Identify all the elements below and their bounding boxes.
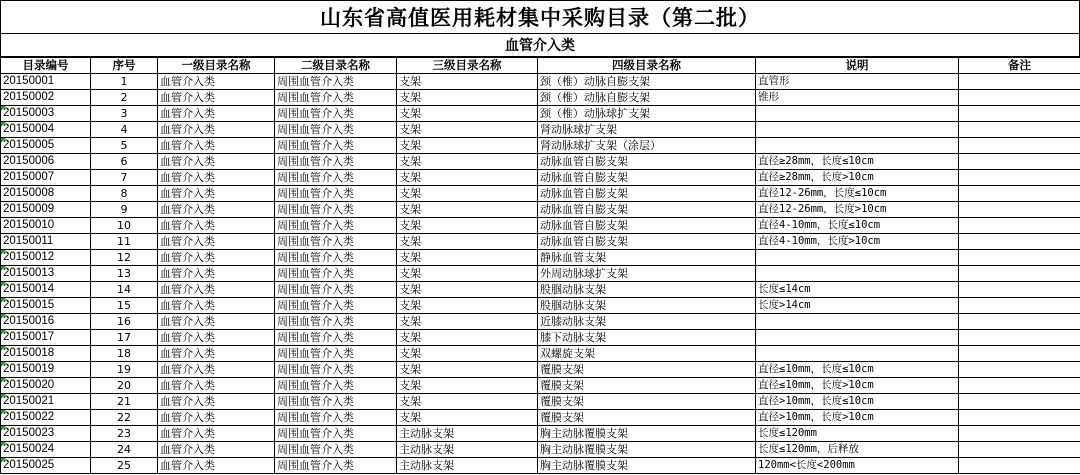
cell-seq[interactable]: 24 (91, 442, 158, 458)
cell-code[interactable]: 20150022 (1, 410, 91, 426)
cell-level4[interactable]: 股腘动脉支架 (538, 298, 756, 314)
cell-level2[interactable]: 周围血管介入类 (275, 202, 397, 218)
cell-level2[interactable]: 周围血管介入类 (275, 442, 397, 458)
cell-level4[interactable]: 胸主动脉覆膜支架 (538, 458, 756, 474)
cell-level4[interactable]: 动脉血管自膨支架 (538, 186, 756, 202)
cell-code[interactable]: 20150025 (1, 458, 91, 474)
cell-level2[interactable]: 周围血管介入类 (275, 346, 397, 362)
cell-level4[interactable]: 双螺旋支架 (538, 346, 756, 362)
table-row (1, 298, 1080, 314)
cell-level4[interactable]: 股腘动脉支架 (538, 282, 756, 298)
cell-code[interactable]: 20150024 (1, 442, 91, 458)
header-note[interactable]: 说明 (756, 58, 959, 74)
cell-level1[interactable]: 血管介入类 (158, 218, 275, 234)
cell-seq[interactable]: 11 (91, 234, 158, 250)
cell-note[interactable]: 直径4-10mm，长度≤10cm (756, 218, 959, 234)
cell-remark[interactable] (959, 378, 1080, 394)
cell-level2[interactable]: 周围血管介入类 (275, 234, 397, 250)
cell-note[interactable]: 直径≤10mm，长度≤10cm (756, 362, 959, 378)
cell-note[interactable]: 直径12-26mm，长度≤10cm (756, 186, 959, 202)
cell-level1[interactable]: 血管介入类 (158, 298, 275, 314)
cell-level3[interactable]: 支架 (397, 378, 538, 394)
cell-level4[interactable]: 动脉血管自膨支架 (538, 234, 756, 250)
sheet-title[interactable]: 山东省高值医用耗材集中采购目录（第二批） (0, 0, 1080, 34)
cell-code[interactable]: 20150006 (1, 154, 91, 170)
cell-code[interactable]: 20150014 (1, 282, 91, 298)
cell-level2[interactable]: 周围血管介入类 (275, 74, 397, 90)
cell-level1[interactable]: 血管介入类 (158, 442, 275, 458)
cell-level1[interactable]: 血管介入类 (158, 106, 275, 122)
cell-level1[interactable]: 血管介入类 (158, 154, 275, 170)
cell-level1[interactable]: 血管介入类 (158, 170, 275, 186)
cell-level3[interactable]: 支架 (397, 282, 538, 298)
cell-seq[interactable]: 1 (91, 74, 158, 90)
cell-seq[interactable]: 18 (91, 346, 158, 362)
cell-level3[interactable]: 支架 (397, 170, 538, 186)
cell-level3[interactable]: 支架 (397, 234, 538, 250)
cell-level2[interactable]: 周围血管介入类 (275, 394, 397, 410)
table-row (1, 202, 1080, 218)
cell-level3[interactable]: 支架 (397, 314, 538, 330)
cell-level3[interactable]: 支架 (397, 218, 538, 234)
cell-remark[interactable] (959, 282, 1080, 298)
cell-level3[interactable]: 支架 (397, 410, 538, 426)
cell-level1[interactable]: 血管介入类 (158, 362, 275, 378)
cell-code[interactable]: 20150012 (1, 250, 91, 266)
table-row (1, 106, 1080, 122)
cell-level4[interactable]: 覆膜支架 (538, 394, 756, 410)
cell-remark[interactable] (959, 346, 1080, 362)
header-level2[interactable]: 二级目录名称 (275, 58, 397, 74)
cell-note[interactable]: 长度>14cm (756, 298, 959, 314)
cell-level3[interactable]: 支架 (397, 394, 538, 410)
table-row (1, 138, 1080, 154)
table-body (1, 74, 1080, 474)
cell-note[interactable]: 直径≥28mm，长度>10cm (756, 170, 959, 186)
cell-level1[interactable]: 血管介入类 (158, 138, 275, 154)
cell-remark[interactable] (959, 186, 1080, 202)
cell-seq[interactable]: 10 (91, 218, 158, 234)
cell-seq[interactable]: 14 (91, 282, 158, 298)
cell-seq[interactable]: 19 (91, 362, 158, 378)
cell-level4[interactable]: 胸主动脉覆膜支架 (538, 442, 756, 458)
cell-note[interactable]: 直径≥28mm，长度≤10cm (756, 154, 959, 170)
cell-note[interactable] (756, 346, 959, 362)
cell-remark[interactable] (959, 138, 1080, 154)
cell-level1[interactable]: 血管介入类 (158, 426, 275, 442)
cell-level1[interactable]: 血管介入类 (158, 186, 275, 202)
cell-note[interactable]: 长度≤14cm (756, 282, 959, 298)
cell-seq[interactable]: 2 (91, 90, 158, 106)
cell-seq[interactable]: 4 (91, 122, 158, 138)
section-title[interactable]: 血管介入类 (0, 34, 1080, 57)
cell-seq[interactable]: 23 (91, 426, 158, 442)
cell-level2[interactable]: 周围血管介入类 (275, 186, 397, 202)
cell-level4[interactable]: 覆膜支架 (538, 362, 756, 378)
cell-note[interactable]: 直径>10mm，长度≤10cm (756, 394, 959, 410)
table-row (1, 170, 1080, 186)
table-row (1, 74, 1080, 90)
cell-level2[interactable]: 周围血管介入类 (275, 170, 397, 186)
cell-code[interactable]: 20150004 (1, 122, 91, 138)
cell-level2[interactable]: 周围血管介入类 (275, 218, 397, 234)
table-row (1, 122, 1080, 138)
cell-note[interactable]: 长度≤120mm (756, 426, 959, 442)
table-row (1, 250, 1080, 266)
cell-level3[interactable]: 支架 (397, 250, 538, 266)
table-row (1, 394, 1080, 410)
cell-level3[interactable]: 支架 (397, 202, 538, 218)
cell-level4[interactable]: 动脉血管自膨支架 (538, 154, 756, 170)
cell-level2[interactable]: 周围血管介入类 (275, 426, 397, 442)
cell-level1[interactable]: 血管介入类 (158, 90, 275, 106)
cell-level1[interactable]: 血管介入类 (158, 202, 275, 218)
cell-level2[interactable]: 周围血管介入类 (275, 106, 397, 122)
cell-code[interactable]: 20150016 (1, 314, 91, 330)
cell-remark[interactable] (959, 410, 1080, 426)
table-row (1, 154, 1080, 170)
cell-level2[interactable]: 周围血管介入类 (275, 298, 397, 314)
cell-note[interactable]: 直管形 (756, 74, 959, 90)
cell-remark[interactable] (959, 74, 1080, 90)
cell-seq[interactable]: 7 (91, 170, 158, 186)
cell-level1[interactable]: 血管介入类 (158, 266, 275, 282)
cell-level2[interactable]: 周围血管介入类 (275, 458, 397, 474)
cell-level4[interactable]: 肾动脉球扩支架 (538, 122, 756, 138)
cell-level4[interactable]: 动脉血管自膨支架 (538, 218, 756, 234)
cell-note[interactable] (756, 330, 959, 346)
cell-level3[interactable]: 支架 (397, 330, 538, 346)
cell-remark[interactable] (959, 394, 1080, 410)
cell-remark[interactable] (959, 442, 1080, 458)
cell-remark[interactable] (959, 458, 1080, 474)
cell-seq[interactable]: 3 (91, 106, 158, 122)
cell-remark[interactable] (959, 106, 1080, 122)
cell-level4[interactable]: 覆膜支架 (538, 410, 756, 426)
cell-code[interactable]: 20150020 (1, 378, 91, 394)
header-code[interactable]: 目录编号 (1, 58, 91, 74)
cell-level3[interactable]: 支架 (397, 186, 538, 202)
table-row (1, 266, 1080, 282)
cell-remark[interactable] (959, 314, 1080, 330)
cell-level3[interactable]: 支架 (397, 298, 538, 314)
cell-remark[interactable] (959, 298, 1080, 314)
table-row (1, 346, 1080, 362)
cell-level1[interactable]: 血管介入类 (158, 74, 275, 90)
cell-level1[interactable]: 血管介入类 (158, 122, 275, 138)
cell-level3[interactable]: 支架 (397, 122, 538, 138)
header-row (1, 58, 1080, 74)
cell-code[interactable]: 20150005 (1, 138, 91, 154)
cell-note[interactable]: 锥形 (756, 90, 959, 106)
cell-remark[interactable] (959, 330, 1080, 346)
table-row (1, 410, 1080, 426)
cell-level4[interactable]: 胸主动脉覆膜支架 (538, 426, 756, 442)
cell-seq[interactable]: 13 (91, 266, 158, 282)
cell-level3[interactable]: 支架 (397, 362, 538, 378)
header-seq[interactable]: 序号 (91, 58, 158, 74)
cell-level2[interactable]: 周围血管介入类 (275, 410, 397, 426)
cell-note[interactable]: 直径>10mm，长度>10cm (756, 410, 959, 426)
cell-level3[interactable]: 支架 (397, 266, 538, 282)
cell-seq[interactable]: 8 (91, 186, 158, 202)
cell-remark[interactable] (959, 426, 1080, 442)
cell-code[interactable]: 20150008 (1, 186, 91, 202)
cell-note[interactable] (756, 250, 959, 266)
cell-note[interactable] (756, 122, 959, 138)
cell-remark[interactable] (959, 154, 1080, 170)
cell-level1[interactable]: 血管介入类 (158, 250, 275, 266)
cell-code[interactable]: 20150023 (1, 426, 91, 442)
cell-level2[interactable]: 周围血管介入类 (275, 378, 397, 394)
cell-level1[interactable]: 血管介入类 (158, 410, 275, 426)
cell-level2[interactable]: 周围血管介入类 (275, 282, 397, 298)
cell-level3[interactable]: 支架 (397, 90, 538, 106)
cell-code[interactable]: 20150017 (1, 330, 91, 346)
header-remark[interactable]: 备注 (959, 58, 1080, 74)
table-row (1, 458, 1080, 474)
cell-code[interactable]: 20150011 (1, 234, 91, 250)
cell-level4[interactable]: 颈（椎）动脉自膨支架 (538, 90, 756, 106)
cell-level4[interactable]: 近膝动脉支架 (538, 314, 756, 330)
table-row (1, 426, 1080, 442)
cell-code[interactable]: 20150001 (1, 74, 91, 90)
cell-level4[interactable]: 颈（椎）动脉自膨支架 (538, 74, 756, 90)
table-row (1, 330, 1080, 346)
cell-seq[interactable]: 15 (91, 298, 158, 314)
cell-level4[interactable]: 外周动脉球扩支架 (538, 266, 756, 282)
cell-remark[interactable] (959, 202, 1080, 218)
cell-seq[interactable]: 12 (91, 250, 158, 266)
cell-code[interactable]: 20150007 (1, 170, 91, 186)
cell-level2[interactable]: 周围血管介入类 (275, 122, 397, 138)
cell-note[interactable]: 直径12-26mm，长度>10cm (756, 202, 959, 218)
cell-note[interactable] (756, 106, 959, 122)
cell-seq[interactable]: 25 (91, 458, 158, 474)
cell-code[interactable]: 20150002 (1, 90, 91, 106)
cell-level2[interactable]: 周围血管介入类 (275, 314, 397, 330)
table-row (1, 378, 1080, 394)
cell-seq[interactable]: 5 (91, 138, 158, 154)
table-row (1, 314, 1080, 330)
cell-level4[interactable]: 覆膜支架 (538, 378, 756, 394)
header-level1[interactable]: 一级目录名称 (158, 58, 275, 74)
cell-seq[interactable]: 20 (91, 378, 158, 394)
cell-level3[interactable]: 主动脉支架 (397, 458, 538, 474)
cell-remark[interactable] (959, 90, 1080, 106)
cell-note[interactable]: 120mm<长度<200mm (756, 458, 959, 474)
cell-seq[interactable]: 21 (91, 394, 158, 410)
cell-note[interactable]: 长度≤120mm，后释放 (756, 442, 959, 458)
cell-level4[interactable]: 肾动脉球扩支架（涂层） (538, 138, 756, 154)
cell-code[interactable]: 20150021 (1, 394, 91, 410)
table-row (1, 186, 1080, 202)
cell-level3[interactable]: 主动脉支架 (397, 426, 538, 442)
cell-code[interactable]: 20150019 (1, 362, 91, 378)
cell-level1[interactable]: 血管介入类 (158, 346, 275, 362)
cell-note[interactable] (756, 266, 959, 282)
table-row (1, 362, 1080, 378)
cell-level3[interactable]: 支架 (397, 346, 538, 362)
cell-seq[interactable]: 9 (91, 202, 158, 218)
cell-level1[interactable]: 血管介入类 (158, 314, 275, 330)
cell-level4[interactable]: 动脉血管自膨支架 (538, 202, 756, 218)
cell-remark[interactable] (959, 362, 1080, 378)
catalog-table (0, 57, 1080, 474)
cell-level4[interactable]: 动脉血管自膨支架 (538, 170, 756, 186)
cell-seq[interactable]: 17 (91, 330, 158, 346)
table-row (1, 234, 1080, 250)
cell-level4[interactable]: 静脉血管支架 (538, 250, 756, 266)
cell-level3[interactable]: 支架 (397, 106, 538, 122)
cell-code[interactable]: 20150003 (1, 106, 91, 122)
cell-note[interactable] (756, 138, 959, 154)
cell-level3[interactable]: 支架 (397, 74, 538, 90)
cell-level4[interactable]: 膝下动脉支架 (538, 330, 756, 346)
cell-level1[interactable]: 血管介入类 (158, 330, 275, 346)
table-row (1, 282, 1080, 298)
cell-code[interactable]: 20150010 (1, 218, 91, 234)
cell-code[interactable]: 20150015 (1, 298, 91, 314)
table-row (1, 218, 1080, 234)
cell-code[interactable]: 20150018 (1, 346, 91, 362)
cell-remark[interactable] (959, 170, 1080, 186)
cell-note[interactable]: 直径≤10mm，长度>10cm (756, 378, 959, 394)
cell-level1[interactable]: 血管介入类 (158, 458, 275, 474)
header-level3[interactable]: 三级目录名称 (397, 58, 538, 74)
cell-remark[interactable] (959, 122, 1080, 138)
cell-note[interactable] (756, 314, 959, 330)
header-level4[interactable]: 四级目录名称 (538, 58, 756, 74)
cell-seq[interactable]: 6 (91, 154, 158, 170)
cell-level2[interactable]: 周围血管介入类 (275, 138, 397, 154)
cell-level1[interactable]: 血管介入类 (158, 234, 275, 250)
cell-level3[interactable]: 支架 (397, 154, 538, 170)
cell-remark[interactable] (959, 234, 1080, 250)
table-row (1, 442, 1080, 458)
cell-level3[interactable]: 支架 (397, 138, 538, 154)
cell-seq[interactable]: 16 (91, 314, 158, 330)
cell-level2[interactable]: 周围血管介入类 (275, 266, 397, 282)
cell-remark[interactable] (959, 250, 1080, 266)
cell-level2[interactable]: 周围血管介入类 (275, 250, 397, 266)
cell-remark[interactable] (959, 266, 1080, 282)
cell-seq[interactable]: 22 (91, 410, 158, 426)
cell-level1[interactable]: 血管介入类 (158, 282, 275, 298)
cell-level2[interactable]: 周围血管介入类 (275, 330, 397, 346)
cell-level3[interactable]: 主动脉支架 (397, 442, 538, 458)
cell-level2[interactable]: 周围血管介入类 (275, 154, 397, 170)
cell-level1[interactable]: 血管介入类 (158, 394, 275, 410)
cell-level2[interactable]: 周围血管介入类 (275, 362, 397, 378)
cell-note[interactable]: 直径4-10mm，长度>10cm (756, 234, 959, 250)
table-row (1, 90, 1080, 106)
cell-level1[interactable]: 血管介入类 (158, 378, 275, 394)
cell-code[interactable]: 20150013 (1, 266, 91, 282)
cell-level2[interactable]: 周围血管介入类 (275, 90, 397, 106)
cell-remark[interactable] (959, 218, 1080, 234)
cell-code[interactable]: 20150009 (1, 202, 91, 218)
cell-level4[interactable]: 颈（椎）动脉球扩支架 (538, 106, 756, 122)
